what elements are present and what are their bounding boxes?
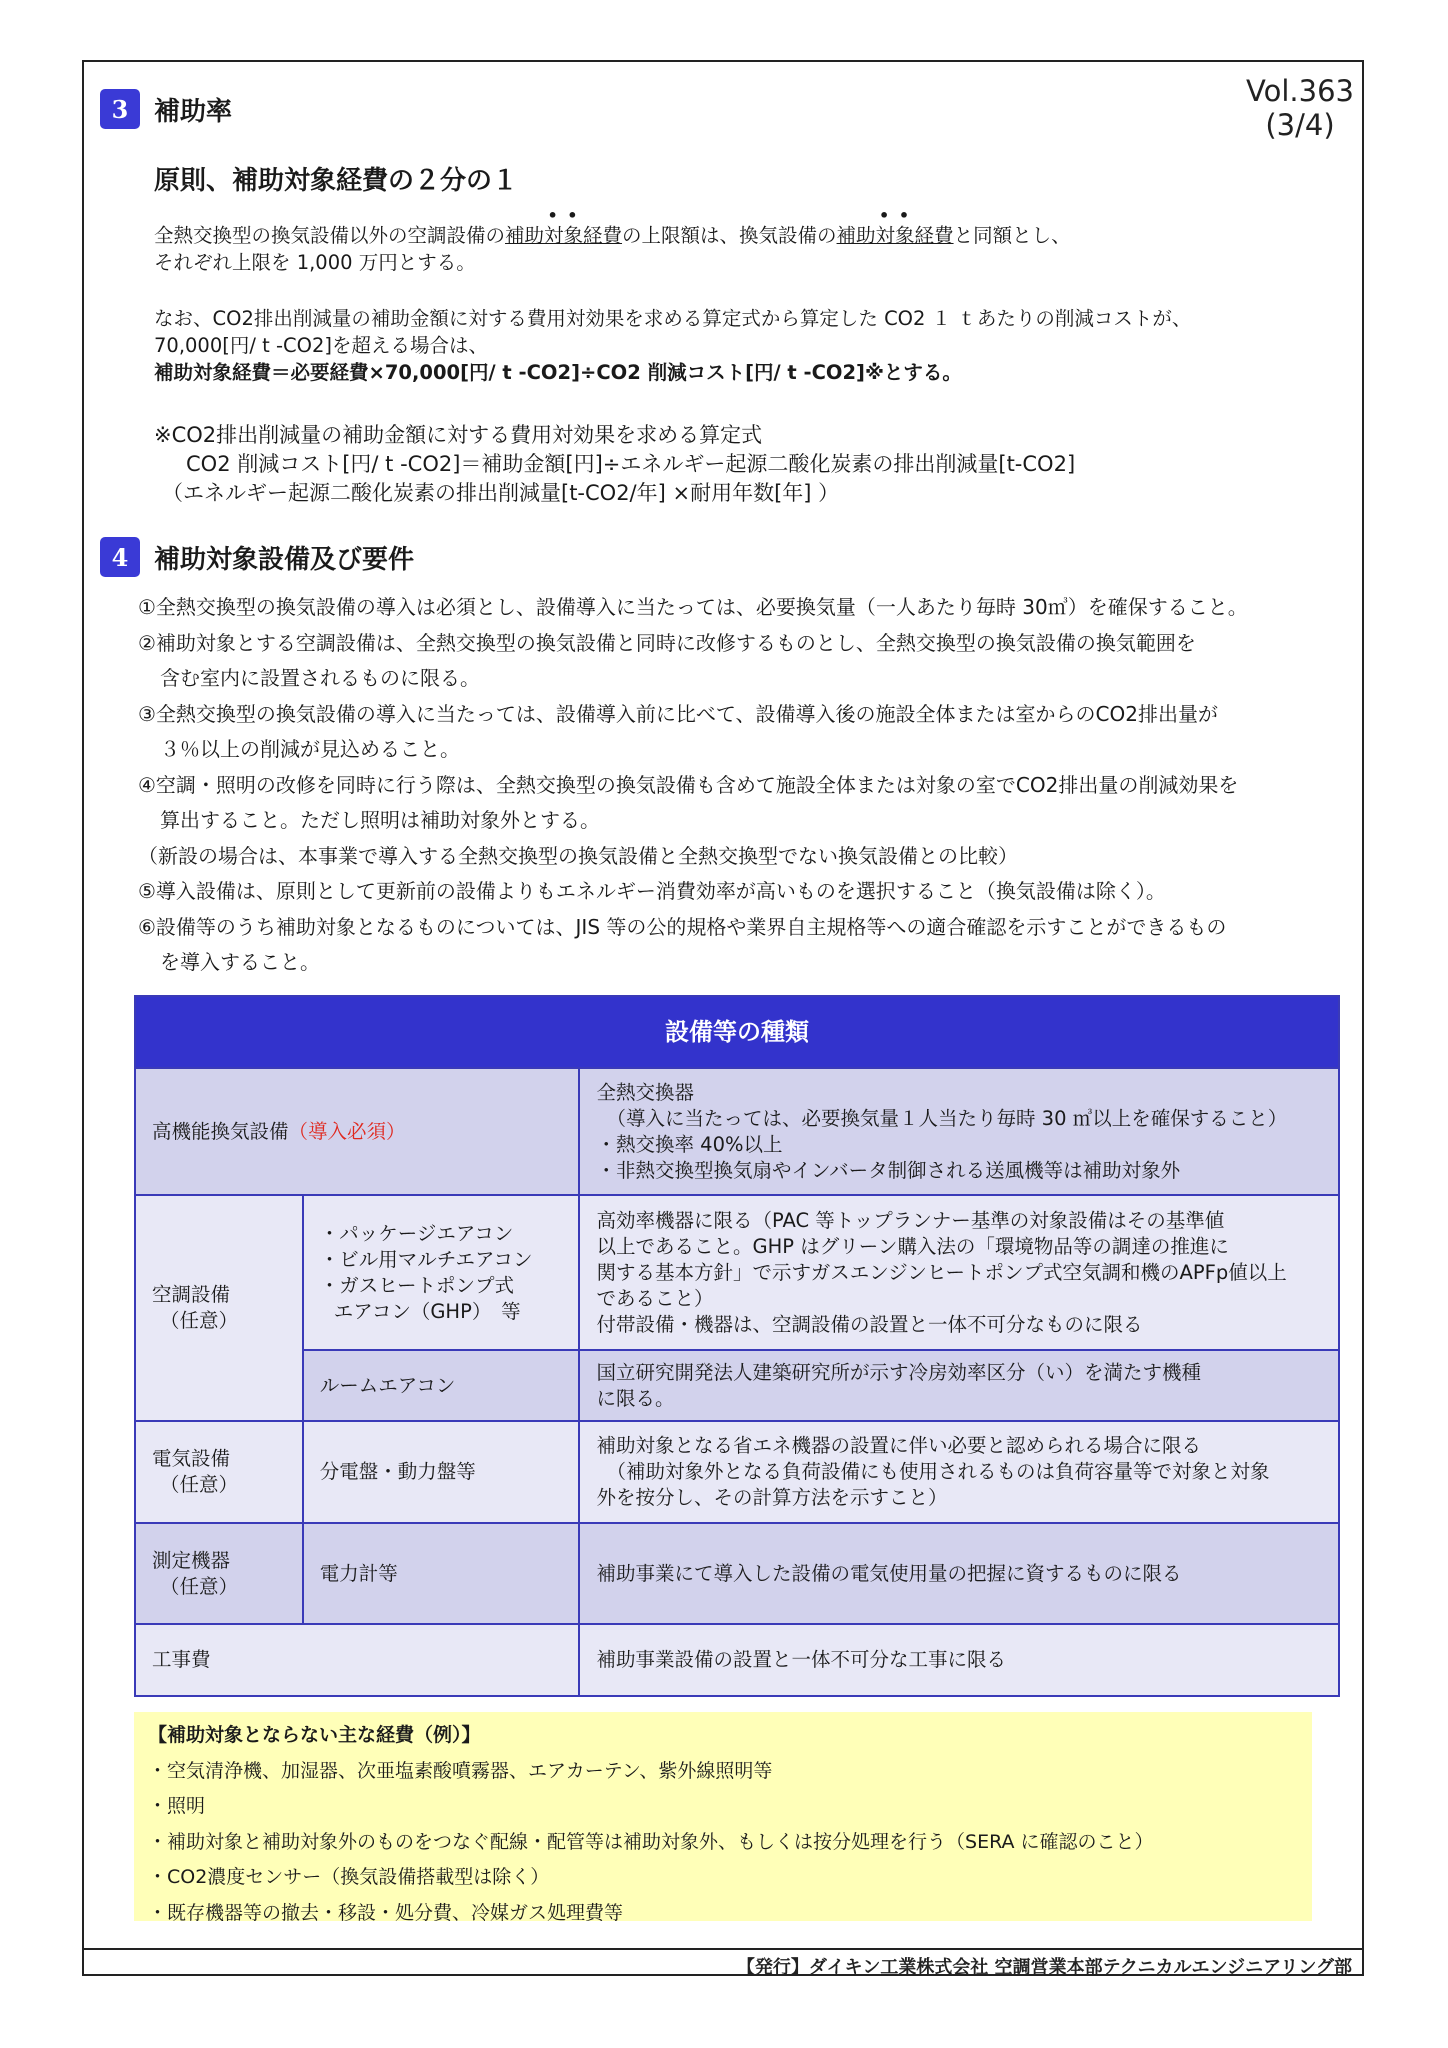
footer-divider [82, 1948, 1364, 1950]
p1-underlined-2: • • 補助対象経費 [837, 224, 954, 247]
subsidy-rate-subtitle: 原則、補助対象経費の２分の１ [154, 166, 519, 196]
requirement-6-cont: を導入すること。 [160, 950, 320, 974]
requirement-4-note: （新設の場合は、本事業で導入する全熱交換型の換気設備と全熱交換型でない換気設備との比較） [138, 843, 1018, 868]
publisher-footer: 【発行】ダイキン工業株式会社 空調営業本部テクニカルエンジニアリング部 [736, 1957, 1352, 1978]
p2-line-2: 70,000[円/ t -CO2]を超える場合は、 [154, 334, 488, 357]
calculation-formula [154, 421, 1075, 508]
ventilation-label [135, 1068, 579, 1195]
electric-desc-line: （補助対象外となる負荷設備にも使用されるものは負荷容量等で対象と対象 [606, 1460, 1270, 1483]
ventilation-name: 高機能換気設備 [152, 1119, 289, 1143]
aircon-items [303, 1195, 580, 1350]
note-title: 【補助対象とならない主な経費（例）】 [148, 1724, 481, 1746]
table-row [135, 1624, 1339, 1696]
p1-underlined-1: • • 補助対象経費 [505, 224, 622, 247]
requirement-3: ③全熱交換型の換気設備の導入に当たっては、設備導入前に比べて、設備導入後の施設全体または室からのCO2排出量が [138, 701, 1218, 726]
meter-label [135, 1523, 303, 1624]
room-aircon-item: ルームエアコン [303, 1350, 580, 1421]
construction-label: 工事費 [135, 1624, 579, 1696]
note-item: ・照明 [148, 1795, 206, 1817]
excluded-expenses-note [134, 1712, 1312, 1924]
required-tag: （導入必須） [288, 1119, 406, 1143]
meter-item: 電力計等 [303, 1523, 580, 1624]
cost-effect-paragraph [154, 305, 1191, 386]
requirement-2: ②補助対象とする空調設備は、全熱交換型の換気設備と同時に改修するものとし、全熱交換型の換気設備の換気範囲を [138, 630, 1196, 655]
table-row [135, 1421, 1339, 1523]
volume-label [1246, 74, 1354, 142]
electric-desc-line: 補助対象となる省エネ機器の設置に伴い必要と認められる場合に限る [596, 1434, 1201, 1457]
volume-page: (3/4) [1265, 108, 1335, 142]
ventilation-desc-line: （導入に当たっては、必要換気量１人当たり毎時 30 ㎥以上を確保すること） [606, 1106, 1288, 1130]
electric-label-1: 電気設備 [152, 1447, 231, 1470]
formula-line-2: CO2 削減コスト[円/ t -CO2]＝補助金額[円]÷エネルギー起源二酸化炭素の排出削減量[t-CO2] [186, 452, 1076, 476]
aircon-item: エアコン（GHP） 等 [333, 1299, 521, 1323]
table-header: 設備等の種類 [135, 996, 1339, 1068]
electric-desc [579, 1421, 1339, 1523]
room-aircon-desc-line: 国立研究開発法人建築研究所が示す冷房効率区分（い）を満たす機種 [596, 1360, 1201, 1384]
electric-label [135, 1421, 303, 1523]
requirement-2-cont: 含む室内に設置されるものに限る。 [160, 666, 480, 690]
ventilation-desc [579, 1068, 1339, 1195]
requirement-3-cont: ３％以上の削減が見込めること。 [160, 737, 460, 761]
formula-line-3: （エネルギー起源二酸化炭素の排出削減量[t-CO2/年] ×耐用年数[年] ） [162, 481, 840, 505]
aircon-desc-line: であること） [596, 1286, 714, 1310]
section-4-heading [100, 537, 414, 577]
requirement-4-cont: 算出すること。ただし照明は補助対象外とする。 [160, 808, 600, 832]
section-3-title: 補助率 [154, 96, 233, 127]
requirement-1: ①全熱交換型の換気設備の導入は必須とし、設備導入に当たっては、必要換気量（一人あたり毎時 30㎥）を確保すること。 [138, 595, 1248, 619]
aircon-label-1: 空調設備 [152, 1283, 231, 1306]
aircon-desc [579, 1195, 1339, 1350]
ventilation-desc-line: ・非熱交換型換気扇やインバータ制御される送風機等は補助対象外 [596, 1158, 1181, 1182]
table-row [135, 1068, 1339, 1195]
aircon-item: ・ガスヒートポンプ式 [319, 1273, 515, 1297]
aircon-label-2: （任意） [160, 1309, 239, 1332]
meter-desc: 補助事業にて導入した設備の電気使用量の把握に資するものに限る [579, 1523, 1339, 1624]
p1-part-c: と同額とし、 [953, 224, 1071, 247]
note-item: ・CO2濃度センサー（換気設備搭載型は除く） [148, 1866, 550, 1888]
ventilation-desc-line: ・熱交換率 40%以上 [596, 1132, 783, 1156]
aircon-item: ・パッケージエアコン [319, 1221, 514, 1245]
p2-line-1: なお、CO2排出削減量の補助金額に対する費用対効果を求める算定式から算定した CO2 １ ｔあたりの削減コストが、 [154, 307, 1192, 330]
aircon-desc-line: 付帯設備・機器は、空調設備の設置と一体不可分なものに限る [596, 1312, 1143, 1336]
table-row [135, 1350, 1339, 1421]
section-3-heading [100, 89, 232, 129]
requirement-5: ⑤導入設備は、原則として更新前の設備よりもエネルギー消費効率が高いものを選択すること（換気設備は除く）。 [138, 879, 1166, 903]
section-4-number: 4 [100, 537, 140, 577]
electric-desc-line: 外を按分し、その計算方法を示すこと） [596, 1486, 948, 1509]
electric-item: 分電盤・動力盤等 [303, 1421, 580, 1523]
note-item: ・既存機器等の撤去・移設・処分費、冷媒ガス処理費等 [148, 1901, 624, 1924]
upper-limit-paragraph [154, 222, 1071, 276]
table-row [135, 1195, 1339, 1350]
requirement-4: ④空調・照明の改修を同時に行う際は、全熱交換型の換気設備も含めて施設全体または対象の室でCO2排出量の削減効果を [138, 772, 1239, 797]
aircon-desc-line: 以上であること。GHP はグリーン購入法の「環境物品等の調達の推進に [596, 1234, 1229, 1258]
aircon-desc-line: 関する基本方針」で示すガスエンジンヒートポンプ式空気調和機のAPFp値以上 [596, 1260, 1287, 1284]
construction-desc: 補助事業設備の設置と一体不可分な工事に限る [579, 1624, 1339, 1696]
section-3-number: 3 [100, 89, 140, 129]
aircon-item: ・ビル用マルチエアコン [319, 1247, 533, 1271]
requirement-6: ⑥設備等のうち補助対象となるものについては、JIS 等の公的規格や業界自主規格等への適合確認を示すことができるもの [138, 914, 1227, 939]
electric-label-2: （任意） [160, 1473, 239, 1496]
volume-number: Vol.363 [1246, 74, 1354, 108]
p1-line-2: それぞれ上限を 1,000 万円とする。 [154, 251, 476, 274]
note-item: ・空気清浄機、加湿器、次亜塩素酸噴霧器、エアカーテン、紫外線照明等 [148, 1759, 773, 1782]
p1-part-b: の上限額は、換気設備の [622, 224, 837, 247]
aircon-label [135, 1195, 303, 1421]
section-4-title: 補助対象設備及び要件 [154, 544, 415, 575]
meter-label-2: （任意） [160, 1574, 239, 1598]
room-aircon-desc [579, 1350, 1339, 1421]
formula-line-1: ※CO2排出削減量の補助金額に対する費用対効果を求める算定式 [154, 423, 763, 447]
p2-formula-bold: 補助対象経費＝必要経費×70,000[円/ t -CO2]÷CO2 削減コスト[円/ t -CO2]※とする。 [154, 361, 962, 384]
table-row [135, 1523, 1339, 1624]
ventilation-desc-line: 全熱交換器 [596, 1080, 694, 1104]
note-item: ・補助対象と補助対象外のものをつなぐ配線・配管等は補助対象外、もしくは按分処理を行う（SERA に確認のこと） [148, 1830, 1154, 1853]
equipment-table [134, 995, 1340, 1697]
meter-label-1: 測定機器 [152, 1548, 231, 1572]
aircon-desc-line: 高効率機器に限る（PAC 等トップランナー基準の対象設備はその基準値 [596, 1208, 1225, 1232]
room-aircon-desc-line: に限る。 [596, 1386, 675, 1410]
p1-part-a: 全熱交換型の換気設備以外の空調設備の [154, 224, 506, 247]
requirements-list [138, 590, 1248, 981]
